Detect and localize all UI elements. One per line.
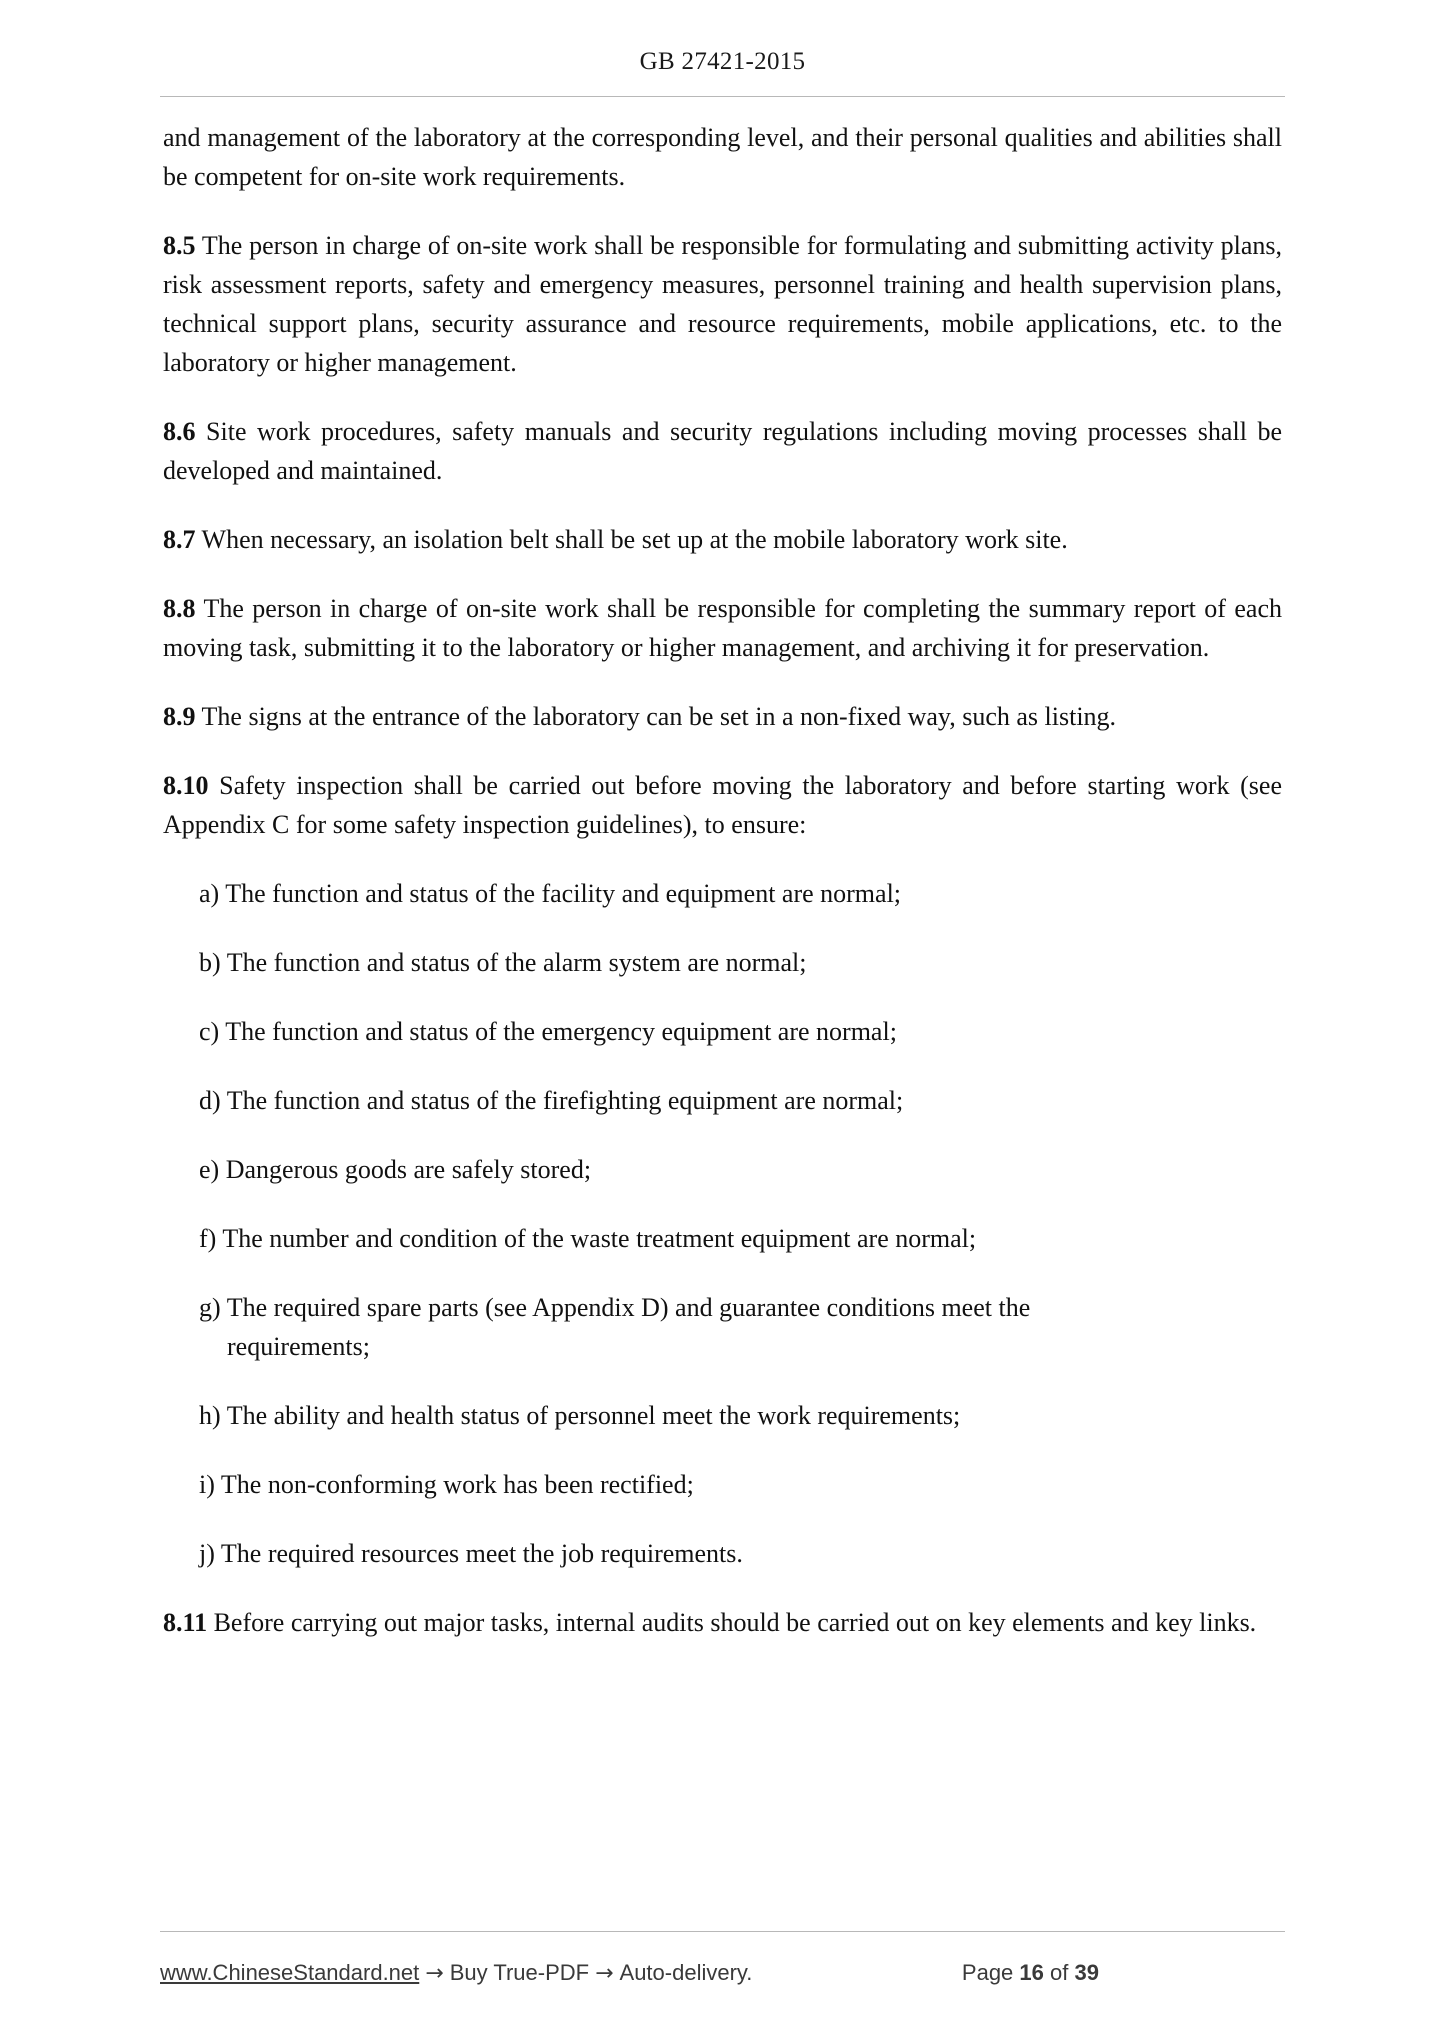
clause-text: Site work procedures, safety manuals and security regulations including moving processes shall be developed and maintained. bbox=[163, 417, 1282, 485]
list-item-label: j) bbox=[199, 1539, 215, 1568]
list-item-text: The non-conforming work has been rectified; bbox=[220, 1470, 694, 1499]
document-body bbox=[163, 118, 1282, 1642]
arrow-right-icon: → bbox=[425, 1961, 444, 1986]
page-indicator bbox=[962, 1960, 1285, 1986]
list-item-label: g) bbox=[199, 1293, 221, 1322]
clause-8-10 bbox=[163, 766, 1282, 844]
list-item bbox=[163, 1288, 1282, 1366]
of-word: of bbox=[1050, 1960, 1069, 1985]
clause-text: Before carrying out major tasks, internal audits should be carried out on key elements and key links. bbox=[213, 1608, 1257, 1637]
list-item-text: The required spare parts (see Appendix D) and guarantee conditions meet the bbox=[226, 1293, 1031, 1322]
footer-promo bbox=[160, 1960, 752, 1986]
list-item-text: The number and condition of the waste treatment equipment are normal; bbox=[222, 1224, 977, 1253]
clause-number: 8.5 bbox=[163, 231, 196, 260]
list-item-label: e) bbox=[199, 1155, 220, 1184]
list-item-label: i) bbox=[199, 1470, 215, 1499]
page-number: 16 bbox=[1019, 1960, 1044, 1985]
clause-number: 8.7 bbox=[163, 525, 196, 554]
list-item-label: f) bbox=[199, 1224, 217, 1253]
list-item-continuation: requirements; bbox=[227, 1332, 370, 1361]
list-item-label: h) bbox=[199, 1401, 221, 1430]
list-item-text: The function and status of the firefighting equipment are normal; bbox=[226, 1086, 904, 1115]
clause-8-6 bbox=[163, 412, 1282, 490]
clause-number: 8.9 bbox=[163, 702, 196, 731]
clause-text: The person in charge of on-site work shall be responsible for formulating and submitting activity plans, risk assessment reports, safety and emergency measures, personnel training and health supervision plans, technical support plans, security assurance and resource requirements, mobile applications, etc. to the laboratory or higher management. bbox=[163, 231, 1282, 377]
total-pages: 39 bbox=[1074, 1960, 1099, 1985]
list-item-text: The ability and health status of personnel meet the work requirements; bbox=[226, 1401, 961, 1430]
auto-delivery-label: Auto-delivery. bbox=[619, 1960, 753, 1985]
clause-text: The signs at the entrance of the laboratory can be set in a non-fixed way, such as listing. bbox=[201, 702, 1117, 731]
clause-number: 8.11 bbox=[163, 1608, 208, 1637]
list-item-text: The function and status of the emergency equipment are normal; bbox=[225, 1017, 897, 1046]
buy-true-pdf-label: Buy True-PDF bbox=[449, 1960, 590, 1985]
clause-number: 8.6 bbox=[163, 417, 196, 446]
clause-text: Safety inspection shall be carried out before moving the laboratory and before starting work (see Appendix C for some safety inspection guidelines), to ensure: bbox=[163, 771, 1282, 839]
list-item bbox=[163, 1219, 1282, 1258]
page-footer bbox=[160, 1960, 1285, 1986]
clause-8-9 bbox=[163, 697, 1282, 736]
list-item bbox=[163, 1534, 1282, 1573]
continuation-paragraph: and management of the laboratory at the corresponding level, and their personal qualities and abilities shall be competent for on-site work requirements. bbox=[163, 123, 1282, 191]
clause-8-5 bbox=[163, 226, 1282, 382]
clause-text: When necessary, an isolation belt shall be set up at the mobile laboratory work site. bbox=[201, 525, 1068, 554]
list-item bbox=[163, 874, 1282, 913]
list-item bbox=[163, 943, 1282, 982]
clause-8-11 bbox=[163, 1603, 1282, 1642]
list-item-label: b) bbox=[199, 948, 221, 977]
list-item-text: Dangerous goods are safely stored; bbox=[225, 1155, 592, 1184]
list-item-text: The function and status of the alarm system are normal; bbox=[226, 948, 807, 977]
standard-code: GB 27421-2015 bbox=[639, 48, 806, 75]
chinesestandard-link[interactable]: www.ChineseStandard.net bbox=[160, 1960, 420, 1985]
page-header bbox=[160, 48, 1285, 76]
list-item-text: The function and status of the facility and equipment are normal; bbox=[225, 879, 902, 908]
arrow-right-icon: → bbox=[595, 1961, 614, 1986]
header-divider bbox=[160, 96, 1285, 97]
clause-8-8 bbox=[163, 589, 1282, 667]
list-item-label: c) bbox=[199, 1017, 220, 1046]
clause-text: The person in charge of on-site work shall be responsible for completing the summary report of each moving task, submitting it to the laboratory or higher management, and archiving it for preservation. bbox=[163, 594, 1283, 662]
list-item bbox=[163, 1396, 1282, 1435]
list-item-label: a) bbox=[199, 879, 220, 908]
clause-number: 8.8 bbox=[163, 594, 196, 623]
list-item bbox=[163, 1150, 1282, 1189]
list-item-text: The required resources meet the job requirements. bbox=[220, 1539, 743, 1568]
clause-8-7 bbox=[163, 520, 1282, 559]
list-item bbox=[163, 1465, 1282, 1504]
clause-number: 8.10 bbox=[163, 771, 209, 800]
page-word: Page bbox=[961, 1960, 1014, 1985]
footer-divider bbox=[160, 1931, 1285, 1932]
list-item bbox=[163, 1081, 1282, 1120]
list-item-label: d) bbox=[199, 1086, 221, 1115]
list-item bbox=[163, 1012, 1282, 1051]
